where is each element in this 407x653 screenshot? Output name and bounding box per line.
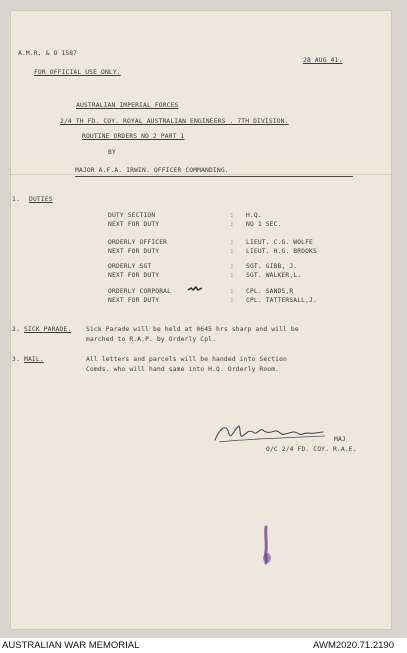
duty-role: NEXT FOR DUTY — [108, 221, 160, 228]
title-line-1: AUSTRALIAN IMPERIAL FORCES — [76, 102, 179, 109]
duty-separator: : — [230, 239, 234, 246]
section-1-heading: DUTIES — [29, 196, 53, 203]
title-line-4: BY — [108, 149, 116, 156]
duty-role: ORDERLY SGT — [108, 263, 152, 270]
duty-role: ORDERLY CORPORAL — [108, 288, 172, 295]
ink-stamp-mark — [260, 525, 274, 565]
duty-separator: : — [230, 272, 234, 279]
section-3-number: 3. — [12, 356, 20, 363]
duty-name: SGT. GIBB, J. — [246, 263, 298, 270]
section-2-heading: SICK PARADE. — [24, 326, 72, 333]
footer-institution: AUSTRALIAN WAR MEMORIAL — [2, 640, 140, 651]
section-2-text-line-2: marched to R.A.P. by Orderly Cpl. — [86, 336, 217, 343]
document-page — [10, 10, 392, 630]
duty-separator: : — [230, 212, 234, 219]
classification-label: FOR OFFICIAL USE ONLY. — [34, 69, 121, 76]
paper-fold-line — [10, 174, 392, 175]
duty-name: H.Q. — [246, 212, 262, 219]
section-3-text-line-1: All letters and parcels will be handed into Section — [86, 356, 287, 363]
ink-scribble-mark — [187, 286, 203, 292]
footer-accession-number: AWM2020.71.2190 — [313, 640, 394, 651]
section-2-text-line-1: Sick Parade will be held at 0645 hrs sharp and will be — [86, 326, 299, 333]
signoff-rank: MAJ — [334, 436, 346, 443]
duty-name: LIEUT. H.G. BROOKS — [246, 248, 317, 255]
duty-name: SGT. WALKER,L. — [246, 272, 302, 279]
duty-separator: : — [230, 248, 234, 255]
duty-name: LIEUT. C.G. WOLFE — [246, 239, 313, 246]
duty-role: ORDERLY OFFICER — [108, 239, 168, 246]
duty-role: NEXT FOR DUTY — [108, 272, 160, 279]
duty-role: DUTY SECTION — [108, 212, 156, 219]
title-line-3: ROUTINE ORDERS NO 2 PART 1 — [82, 133, 185, 140]
duty-separator: : — [230, 221, 234, 228]
section-3-heading: MAIL. — [24, 356, 44, 363]
duty-separator: : — [230, 288, 234, 295]
title-underline-rule — [75, 176, 353, 177]
signoff-line: O/C 2/4 FD. COY. R.A.E. — [266, 446, 357, 453]
title-line-2: 2/4 TH FD. COY. ROYAL AUSTRALIAN ENGINEERS . 7TH DIVISION. — [60, 118, 289, 125]
duty-name: CPL. SANDS,R — [246, 288, 294, 295]
duty-name: CPL. TATTERSALL,J. — [246, 297, 317, 304]
duty-role: NEXT FOR DUTY — [108, 297, 160, 304]
handwritten-signature — [213, 420, 333, 446]
duty-name: NO 1 SEC. — [246, 221, 282, 228]
document-reference: A.M.R. & O 1587 — [18, 50, 78, 57]
document-date: 28 AUG 41. — [303, 57, 343, 64]
duty-separator: : — [230, 263, 234, 270]
section-2-number: 2. — [12, 326, 20, 333]
duty-role: NEXT FOR DUTY — [108, 248, 160, 255]
section-1-number: 1. — [12, 196, 20, 203]
title-line-5: MAJOR A.F.A. IRWIN. OFFICER COMMANDING. — [75, 167, 229, 174]
duty-separator: : — [230, 297, 234, 304]
section-3-text-line-2: Comds. who will hand same into H.Q. Orderly Room. — [86, 366, 280, 373]
